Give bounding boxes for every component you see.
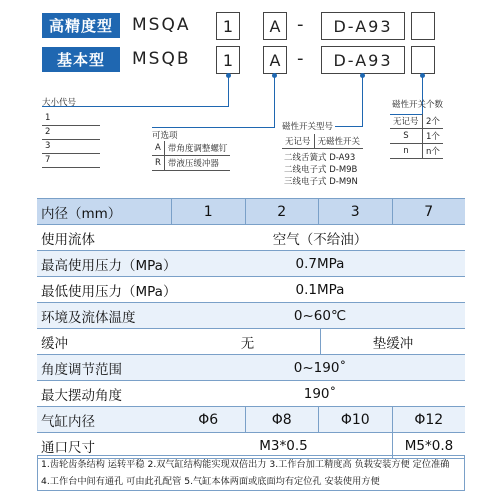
option-key: A bbox=[152, 141, 164, 156]
switch-connector-v bbox=[362, 75, 363, 127]
switch-type-title: 磁性开关型号 bbox=[282, 122, 334, 132]
option-desc: 带角度调整螺钉 bbox=[164, 141, 230, 156]
bore-cell: 7 bbox=[392, 199, 466, 224]
switch-connector-dot bbox=[360, 73, 365, 78]
bore-cell: 3 bbox=[318, 199, 392, 224]
spec-row-fluid bbox=[37, 225, 465, 251]
dash-basic: - bbox=[297, 48, 304, 69]
spec-value: 0.7MPa bbox=[295, 255, 345, 272]
note-line: 4.工作台中间有通孔 可由此孔配管 5.气缸本体两面或底面均有定位孔 安装使用方便 bbox=[41, 476, 380, 487]
switch-count-table bbox=[390, 114, 443, 159]
switch-box-high: D-A93 bbox=[321, 12, 405, 40]
spec-row-min-pressure bbox=[37, 277, 465, 303]
cyl-bore-cell: Φ8 bbox=[245, 407, 319, 432]
port-large: M5*0.8 bbox=[392, 433, 465, 458]
count-key: S bbox=[390, 129, 423, 144]
switch-type-item: 二线电子式 D-M9B bbox=[284, 165, 358, 175]
spec-row-angle-range bbox=[37, 355, 465, 381]
size-connector-dot bbox=[226, 73, 231, 78]
dash-high: - bbox=[297, 14, 304, 35]
basic-tag: 基本型 bbox=[42, 47, 120, 72]
count-key: n bbox=[390, 144, 423, 159]
option-connector-dot bbox=[272, 73, 277, 78]
cyl-bore-cell: Φ6 bbox=[198, 411, 219, 428]
option-key: R bbox=[152, 156, 164, 171]
count-val: n个 bbox=[423, 144, 443, 159]
spec-value: 0~60℃ bbox=[293, 307, 347, 324]
switch-type-item: 二线舌簧式 D-A93 bbox=[284, 153, 356, 163]
switch-box-basic: D-A93 bbox=[321, 46, 405, 74]
spec-label: 角度调节范围 bbox=[41, 361, 122, 378]
option-box-high: A bbox=[263, 12, 287, 40]
size-item: 7 bbox=[42, 154, 100, 168]
spec-label: 缓冲 bbox=[41, 335, 68, 352]
count-val: 1个 bbox=[423, 129, 443, 144]
size-box-high: 1 bbox=[216, 12, 240, 40]
count-box-high bbox=[411, 12, 435, 40]
count-box-basic bbox=[411, 46, 435, 74]
size-item: 1 bbox=[42, 112, 100, 126]
spec-value: 190˚ bbox=[303, 385, 337, 402]
option-desc: 带液压缓冲器 bbox=[164, 156, 230, 171]
note-line: 1.齿轮齿条结构 运转平稳 2.双气缸结构能实现双倍出力 3.工作台加工精度高 负载安装方便 定位准确 bbox=[41, 459, 450, 470]
cushion-none: 无 bbox=[240, 335, 255, 352]
high-precision-tag: 高精度型 bbox=[42, 13, 120, 38]
count-connector-dot bbox=[420, 73, 425, 78]
spec-label: 气缸内径 bbox=[41, 413, 95, 430]
spec-value: 0~190˚ bbox=[293, 359, 347, 376]
spec-label: 使用流体 bbox=[41, 231, 95, 248]
spec-label: 环境及流体温度 bbox=[41, 309, 136, 326]
bore-cell: 1 bbox=[171, 199, 245, 224]
switch-type-key: 无记号 bbox=[282, 134, 314, 149]
spec-label: 最大摆动角度 bbox=[41, 387, 122, 404]
switch-count-title: 磁性开关个数 bbox=[392, 100, 444, 110]
spec-row-cylinder-bore bbox=[37, 407, 465, 433]
spec-label: 最高使用压力（MPa） bbox=[41, 257, 177, 274]
selectable-table bbox=[152, 141, 230, 171]
size-option-list bbox=[42, 112, 100, 168]
size-connector-v bbox=[228, 75, 229, 107]
switch-type-item: 三线电子式 D-M9N bbox=[284, 177, 358, 187]
count-val: 2个 bbox=[423, 114, 443, 129]
spec-row-max-pressure bbox=[37, 251, 465, 277]
code-high: MSQA bbox=[132, 15, 191, 35]
size-item: 2 bbox=[42, 126, 100, 140]
spec-row-temperature bbox=[37, 303, 465, 329]
spec-table bbox=[37, 198, 465, 459]
spec-row-bore bbox=[37, 198, 465, 225]
cyl-bore-cell: Φ12 bbox=[392, 407, 466, 432]
spec-row-cushion bbox=[37, 329, 465, 355]
switch-type-table bbox=[282, 134, 363, 149]
feature-notes bbox=[37, 455, 465, 491]
spec-label: 最低使用压力（MPa） bbox=[41, 283, 177, 300]
count-key: 无记号 bbox=[390, 114, 423, 129]
cyl-bore-cell: Φ10 bbox=[318, 407, 392, 432]
option-connector-v bbox=[274, 75, 275, 128]
cushion-pad: 垫缓冲 bbox=[320, 329, 465, 354]
switch-type-desc: 无磁性开关 bbox=[314, 134, 363, 149]
spec-value: 0.1MPa bbox=[295, 281, 345, 298]
spec-row-max-swing bbox=[37, 381, 465, 407]
selectable-title: 可选项 bbox=[152, 131, 178, 141]
size-box-basic: 1 bbox=[216, 46, 240, 74]
spec-value: 空气（不给油） bbox=[272, 231, 368, 248]
spec-label: 通口尺寸 bbox=[41, 439, 95, 456]
code-basic: MSQB bbox=[132, 49, 191, 69]
option-connector-h bbox=[152, 127, 275, 128]
spec-label: 内径（mm） bbox=[41, 205, 122, 222]
switch-type-list bbox=[284, 152, 358, 188]
size-item: 3 bbox=[42, 140, 100, 154]
option-box-basic: A bbox=[263, 46, 287, 74]
size-option-title: 大小代号 bbox=[42, 98, 77, 108]
port-small: M3*0.5 bbox=[259, 437, 308, 454]
bore-cell: 2 bbox=[245, 199, 319, 224]
